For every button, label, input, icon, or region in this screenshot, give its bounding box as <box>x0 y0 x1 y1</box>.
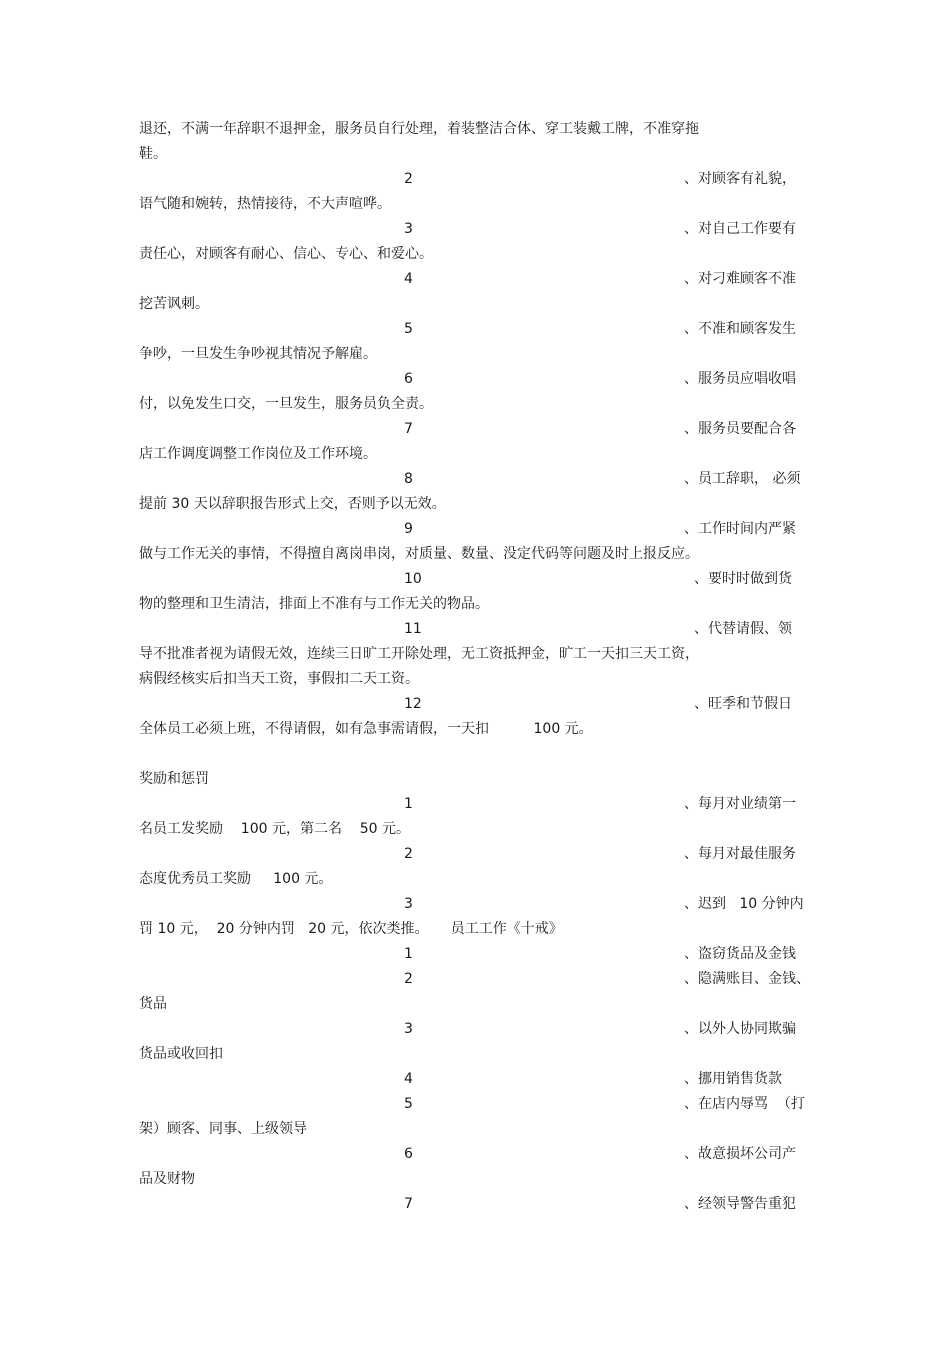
commandment-text: 品及财物 <box>139 1171 195 1187</box>
rule-heading: 、要时时做到货 <box>694 571 792 587</box>
commandment-heading: 、经领导警告重犯 <box>684 1196 796 1212</box>
reward-heading: 、迟到 10 分钟内 <box>684 896 804 912</box>
intro-line-1: 退还，不满一年辞职不退押金，服务员自行处理，着装整洁合体、穿工装戴工牌，不准穿拖 <box>139 121 699 137</box>
commandment-number: 2 <box>404 971 413 987</box>
rule-text: 店工作调度调整工作岗位及工作环境。 <box>139 446 377 462</box>
reward-number: 3 <box>404 896 413 912</box>
reward-heading: 、每月对业绩第一 <box>684 796 796 812</box>
commandment-text: 架）顾客、同事、上级领导 <box>139 1121 307 1137</box>
reward-heading: 、每月对最佳服务 <box>684 846 796 862</box>
rule-text: 做与工作无关的事情，不得擅自离岗串岗，对质量、数量、没定代码等问题及时上报反应。 <box>139 546 699 562</box>
rule-heading: 、对顾客有礼貌， <box>684 171 796 187</box>
rule-text: 病假经核实后扣当天工资，事假扣二天工资。 <box>139 671 419 687</box>
rule-number: 8 <box>404 471 413 487</box>
rule-heading: 、不准和顾客发生 <box>684 321 796 337</box>
rule-number: 7 <box>404 421 413 437</box>
rule-text: 提前 30 天以辞职报告形式上交，否则予以无效。 <box>139 496 446 512</box>
rule-text: 责任心，对顾客有耐心、信心、专心、和爱心。 <box>139 246 433 262</box>
commandment-number: 1 <box>404 946 413 962</box>
rule-text: 导不批准者视为请假无效，连续三日旷工开除处理，无工资抵押金，旷工一天扣三天工资， <box>139 646 699 662</box>
commandment-heading: 、故意损坏公司产 <box>684 1146 796 1162</box>
reward-text: 态度优秀员工奖励 100 元。 <box>139 871 333 887</box>
commandment-number: 5 <box>404 1096 413 1112</box>
commandment-heading: 、挪用销售货款 <box>684 1071 782 1087</box>
rule-number: 11 <box>404 621 422 637</box>
commandment-text: 货品或收回扣 <box>139 1046 223 1062</box>
rule-heading: 、员工辞职， 必须 <box>684 471 801 487</box>
reward-number: 2 <box>404 846 413 862</box>
rule-text: 全体员工必须上班，不得请假，如有急事需请假，一天扣 100 元。 <box>139 721 593 737</box>
rule-heading: 、对自己工作要有 <box>684 221 796 237</box>
rule-number: 4 <box>404 271 413 287</box>
intro-line-2: 鞋。 <box>139 146 167 162</box>
rule-heading: 、服务员要配合各 <box>684 421 796 437</box>
rule-heading: 、代替请假、领 <box>694 621 792 637</box>
reward-text: 名员工发奖励 100 元，第二名 50 元。 <box>139 821 411 837</box>
rule-heading: 、旺季和节假日 <box>694 696 792 712</box>
rule-heading: 、工作时间内严紧 <box>684 521 796 537</box>
rule-number: 3 <box>404 221 413 237</box>
rule-number: 9 <box>404 521 413 537</box>
rule-number: 5 <box>404 321 413 337</box>
rule-text: 争吵，一旦发生争吵视其情况予解雇。 <box>139 346 377 362</box>
commandment-heading: 、以外人协同欺骗 <box>684 1021 796 1037</box>
rule-number: 12 <box>404 696 422 712</box>
rule-number: 10 <box>404 571 422 587</box>
rule-number: 6 <box>404 371 413 387</box>
commandment-heading: 、隐满账目、金钱、 <box>684 971 810 987</box>
reward-text: 罚 10 元， 20 分钟内罚 20 元，依次类推。 员工工作《十戒》 <box>139 921 563 937</box>
rule-heading: 、服务员应唱收唱 <box>684 371 796 387</box>
commandment-heading: 、在店内辱骂 （打 <box>684 1096 805 1112</box>
commandment-heading: 、盗窃货品及金钱 <box>684 946 796 962</box>
commandment-number: 6 <box>404 1146 413 1162</box>
rule-text: 物的整理和卫生清洁，排面上不准有与工作无关的物品。 <box>139 596 489 612</box>
rule-number: 2 <box>404 171 413 187</box>
reward-number: 1 <box>404 796 413 812</box>
rule-text: 语气随和婉转，热情接待，不大声喧哗。 <box>139 196 391 212</box>
commandment-number: 7 <box>404 1196 413 1212</box>
commandment-number: 3 <box>404 1021 413 1037</box>
commandment-number: 4 <box>404 1071 413 1087</box>
commandment-text: 货品 <box>139 996 167 1012</box>
rule-heading: 、对刁难顾客不准 <box>684 271 796 287</box>
rule-text: 付，以免发生口交，一旦发生，服务员负全责。 <box>139 396 433 412</box>
section-title-rewards: 奖励和惩罚 <box>139 771 209 787</box>
rule-text: 挖苦讽刺。 <box>139 296 209 312</box>
